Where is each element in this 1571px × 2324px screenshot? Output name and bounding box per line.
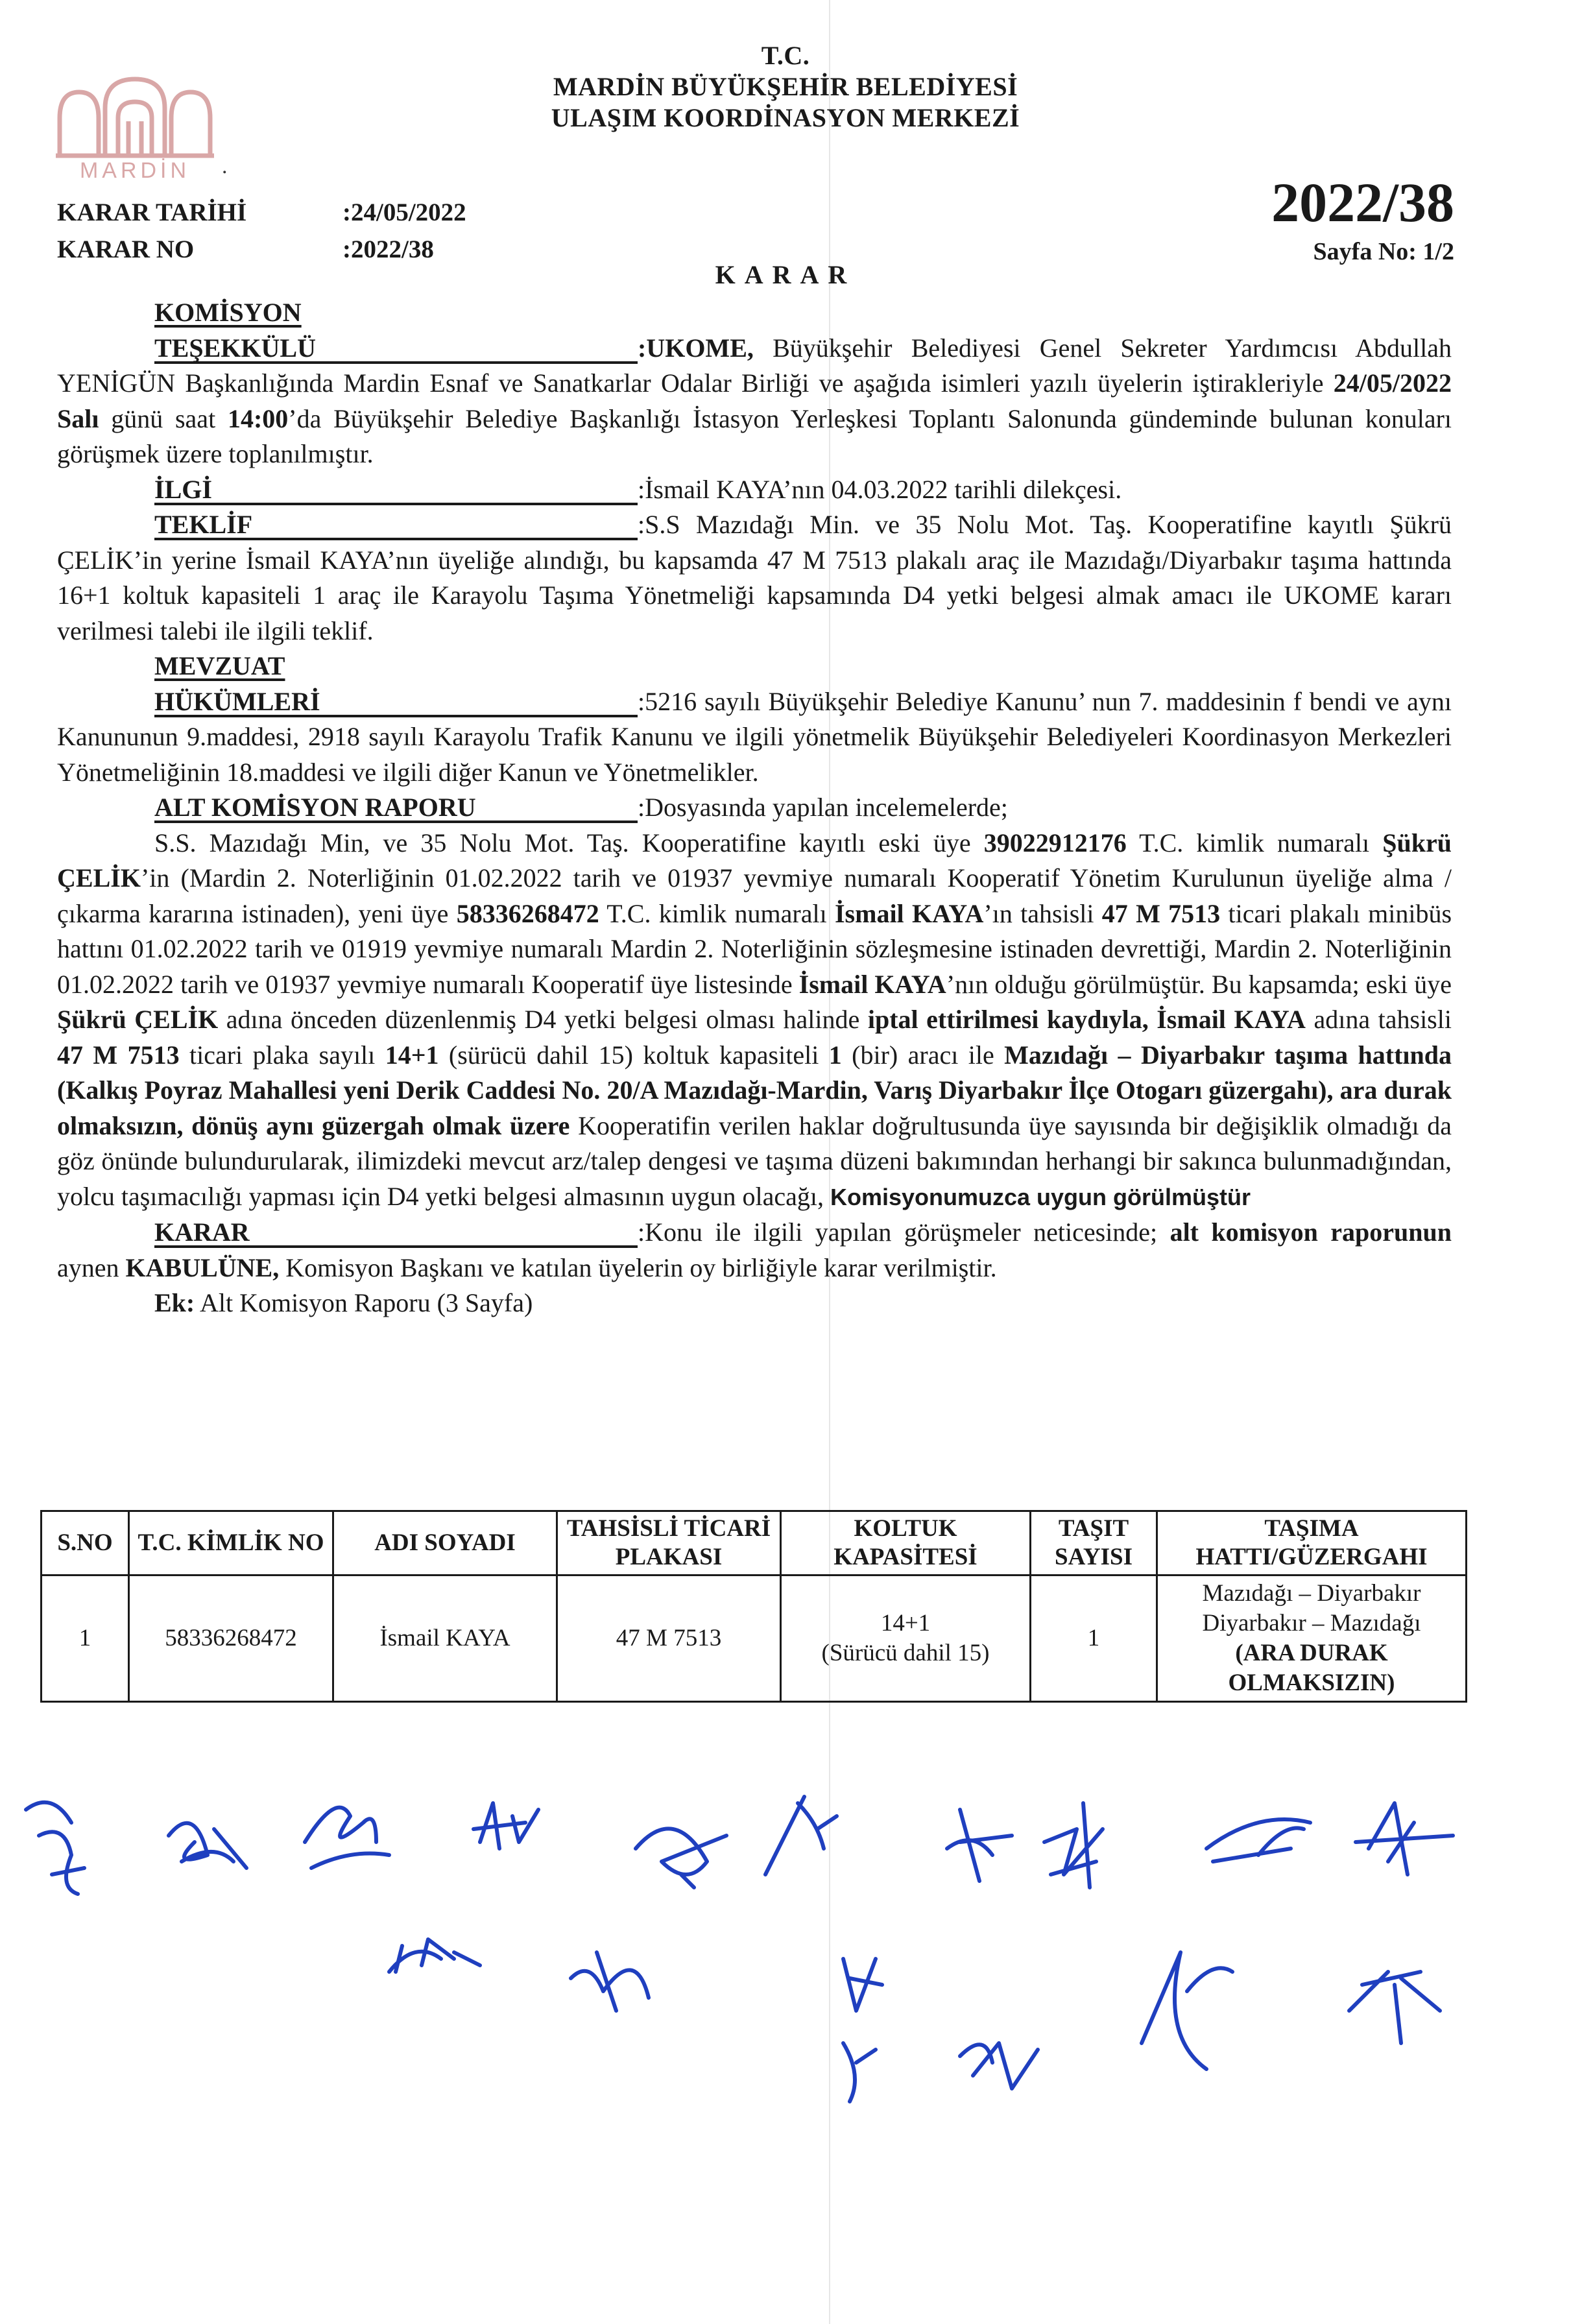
hukumleri-heading [154, 686, 638, 717]
page-number: Sayfa No: 1/2 [1313, 238, 1454, 265]
signature-10 [1356, 1803, 1453, 1875]
report-text: T.C. kimlik numaralı [1126, 828, 1383, 857]
header-center: ULAŞIM KOORDİNASYON MERKEZİ [551, 103, 1020, 132]
report-text: adına tahsisli [1305, 1005, 1452, 1034]
report-paragraph [57, 826, 1452, 1216]
plate-number: 47 M 7513 [1101, 898, 1221, 928]
karar-bold: alt komisyon raporunun [1169, 1217, 1452, 1247]
report-text: ’nın olduğu görülmüştür. Bu kapsamda; eski üye [946, 969, 1452, 999]
tesekkulu-lead: :UKOME, [638, 333, 754, 363]
route-line: Diyarbakır – Mazıdağı [1202, 1610, 1421, 1636]
col-count: TAŞIT SAYISI [1031, 1511, 1157, 1575]
old-member-id: 39022912176 [983, 828, 1127, 857]
teklif-label: TEKLİF [154, 510, 253, 539]
route-line: Mazıdağı – Diyarbakır [1202, 1580, 1421, 1607]
karar-label: KARAR [154, 1217, 250, 1247]
table-header-row [42, 1511, 1467, 1575]
signature-13 [843, 1959, 882, 2102]
decision-no-value: :2022/38 [342, 235, 434, 263]
cell-capacity [781, 1575, 1031, 1702]
route-description: Mazıdağı – Diyarbakır taşıma hattında (Kalkış Poyraz Mahallesi yeni Derik Caddesi No. 20/A Mazıdağı-Mardin, Varış Diyarbakır İlçe Otogarı güzergahı), ara durak olmaksızın, dönüş aynı güzergah olmak üzere [57, 1040, 1452, 1140]
col-capacity: KOLTUK KAPASİTESİ [781, 1511, 1031, 1575]
section-mevzuat [57, 649, 1452, 684]
report-text: ’ın tahsisli [983, 898, 1102, 928]
teklif-text: :S.S Mazıdağı Min. ve 35 Nolu Mot. Taş. Kooperatifine kayıtlı Şükrü ÇELİK’in yerine İsmail KAYA’nın üyeliğe alındığı, bu kapsamda 47 M 7513 plakalı araç ile Mazıdağı/Diyarbakır taşıma hattında 16+1 koltuk kapasiteli 1 araç ile Karayolu Taşıma Yönetmeliği kapsamında D4 yetki belgesi almak amacı ile UKOME kararı verilmesi talebi ile ilgili teklif. [57, 510, 1452, 645]
new-member-name: İsmail KAYA [834, 898, 984, 928]
attachment-text: Alt Komisyon Raporu (3 Sayfa) [195, 1288, 533, 1317]
tesekkulu-text-2: günü saat [99, 403, 228, 433]
signature-14 [960, 2043, 1038, 2089]
section-alt-komisyon [57, 790, 1452, 826]
decision-no-label: KARAR NO [57, 235, 195, 263]
capacity-value: 14+1 [880, 1610, 931, 1636]
report-text: ticari plaka sayılı [179, 1040, 385, 1070]
signature-12 [571, 1952, 649, 2011]
report-text: ’in (Mardin 2. Noterliğinin 01.02.2022 tarih ve 01937 yevmiye numaralı Kooperatif Yönetim Kurulunun üyeliğe alma / çıkarma kararına istinaden), yeni üye [57, 863, 1452, 928]
karar-text: :Konu ile ilgili yapılan görüşmeler neticesinde; [638, 1217, 1170, 1247]
cell-tc: 58336268472 [129, 1575, 333, 1702]
route-note: OLMAKSIZIN) [1228, 1670, 1395, 1696]
signature-5 [636, 1828, 726, 1887]
attachment-line [57, 1286, 1452, 1321]
cell-route [1157, 1575, 1467, 1702]
vehicle-count: 1 [828, 1040, 842, 1070]
meeting-time: 14:00 [227, 403, 289, 433]
col-name: ADI SOYADI [333, 1511, 557, 1575]
members-table [40, 1510, 1467, 1703]
header-tc: T.C. [761, 41, 810, 70]
tesekkulu-text: Büyükşehir Belediyesi Genel Sekreter Yardımcısı Abdullah YENİGÜN Başkanlığında Mardin Esnaf ve Sanatkarlar Odalar Birliği ve aşağıda isimleri yazılı üyelerin iştirakleriyle [57, 333, 1452, 398]
document-body [57, 295, 1452, 1321]
karar-text-2: aynen [57, 1252, 126, 1282]
section-hukumleri [57, 684, 1452, 791]
cell-plate: 47 M 7513 [557, 1575, 781, 1702]
report-text: (sürücü dahil 15) koltuk kapasiteli [438, 1040, 829, 1070]
report-text: S.S. Mazıdağı Min, ve 35 Nolu Mot. Taş. Kooperatifine kayıtlı eski üye [154, 828, 984, 857]
cell-count: 1 [1031, 1575, 1157, 1702]
committee-approval: Komisyonumuzca uygun görülmüştür [830, 1183, 1251, 1210]
tesekkulu-heading [154, 335, 638, 364]
signature-3 [305, 1808, 389, 1868]
section-karar [57, 1215, 1452, 1286]
capacity-note: (Sürücü dahil 15) [821, 1640, 990, 1666]
meeting-date: 24/05/2022 Salı [57, 368, 1452, 433]
komisyon-heading: KOMİSYON [154, 298, 302, 327]
cell-name: İsmail KAYA [333, 1575, 557, 1702]
mevzuat-heading: MEVZUAT [154, 651, 285, 680]
cancellation-clause: iptal ettirilmesi kaydıyla, İsmail KAYA [867, 1005, 1306, 1034]
karar-acceptance: KABULÜNE, [125, 1252, 280, 1282]
report-text: adına önceden düzenlenmiş D4 yetki belgesi olması halinde [218, 1005, 868, 1034]
seat-capacity: 14+1 [385, 1040, 439, 1070]
signature-9 [1206, 1819, 1310, 1862]
ilgi-text: :İsmail KAYA’nın 04.03.2022 tarihli dilekçesi. [638, 474, 1122, 504]
karar-heading [154, 1219, 638, 1248]
signature-2 [169, 1823, 246, 1868]
old-member-name: Şükrü ÇELİK [57, 1005, 219, 1034]
old-member-name: Şükrü ÇELİK [57, 828, 1452, 892]
decision-number-large: 2022/38 [1271, 171, 1454, 234]
alt-komisyon-label: ALT KOMİSYON RAPORU [154, 793, 476, 822]
cell-sno: 1 [42, 1575, 129, 1702]
table-row [42, 1575, 1467, 1702]
signatures-area [0, 1764, 1571, 2322]
col-sno: S.NO [42, 1511, 129, 1575]
signature-8 [1044, 1803, 1103, 1887]
new-member-id: 58336268472 [456, 898, 599, 928]
karar-text-3: Komisyon Başkanı ve katılan üyelerin oy birliğiyle karar verilmiştir. [279, 1252, 997, 1282]
signature-4 [474, 1803, 538, 1849]
new-member-name: İsmail KAYA [798, 969, 946, 999]
signature-15 [1142, 1952, 1232, 2069]
hukumleri-label: HÜKÜMLERİ [154, 686, 320, 716]
report-text: Kooperatifin verilen haklar doğrultusunda üye sayısında bir değişiklik olmadığı da göz önünde bulundurularak, ilimizdeki mevcut arz/talep dengesi ve taşıma düzeni bakımından herhangi bir sakınca bulunmadığından, yolcu taşımacılığı yapması için D4 yetki belgesi almasının uygun olacağı, [57, 1110, 1452, 1211]
hukumleri-text: :5216 sayılı Büyükşehir Belediye Kanunu’ nun 7. maddesinin f bendi ve aynı Kanununun 9.maddesi, 2918 sayılı Karayolu Trafik Kanunu ve ilgili yönetmelik Büyükşehir Belediyeleri Koordinasyon Merkezleri Yönetmeliğinin 18.maddesi ve ilgili diğer Kanun ve Yönetmelikler. [57, 686, 1452, 787]
report-text: T.C. kimlik numaralı [599, 898, 835, 928]
col-tc: T.C. KİMLİK NO [129, 1511, 333, 1575]
section-ilgi [57, 472, 1452, 508]
col-route: TAŞIMA HATTI/GÜZERGAHI [1157, 1511, 1467, 1575]
section-teklif [57, 507, 1452, 649]
col-plate: TAHSİSLİ TİCARİ PLAKASI [557, 1511, 781, 1575]
signature-16 [1349, 1972, 1440, 2043]
logo-text: MARDİN [79, 158, 191, 183]
plate-number: 47 M 7513 [57, 1040, 180, 1070]
decision-date-label: KARAR TARİHİ [57, 198, 247, 226]
signature-7 [947, 1810, 1012, 1881]
report-text: (bir) aracı ile [841, 1040, 1005, 1070]
document-title: KARAR [715, 260, 856, 289]
signature-1 [26, 1803, 84, 1894]
alt-komisyon-heading [154, 795, 638, 823]
alt-komisyon-text: :Dosyasında yapılan incelemelerde; [638, 793, 1008, 822]
ilgi-label: İLGİ [154, 474, 212, 504]
logo-dot: . [222, 154, 228, 178]
section-komisyon [57, 295, 1452, 331]
decision-date-value: :24/05/2022 [342, 198, 466, 226]
tesekkulu-label: TEŞEKKÜLÜ [154, 333, 316, 363]
ilgi-heading [154, 474, 638, 505]
header-municipality: MARDİN BÜYÜKŞEHİR BELEDİYESİ [553, 72, 1018, 101]
report-text: ticari plakalı minibüs hattını 01.02.2022 tarih ve 01919 yevmiye numaralı Mardin 2. Noterliğinin sözleşmesine istinaden devrettiği, Mardin 2. Noterliğinin 01.02.2022 tarih ve 01937 yevmiye numaralı Kooperatif üye listesinde [57, 898, 1452, 999]
route-note: (ARA DURAK [1235, 1640, 1388, 1666]
signature-6 [765, 1797, 837, 1875]
teklif-heading [154, 512, 638, 540]
section-tesekkulu [57, 331, 1452, 472]
signature-11 [389, 1939, 480, 1972]
tesekkulu-text-3: ’da Büyükşehir Belediye Başkanlığı İstasyon Yerleşkesi Toplantı Salonunda gündeminde bulunan konuları görüşmek üzere toplanılmıştır. [57, 403, 1452, 468]
attachment-label: Ek: [154, 1288, 195, 1317]
